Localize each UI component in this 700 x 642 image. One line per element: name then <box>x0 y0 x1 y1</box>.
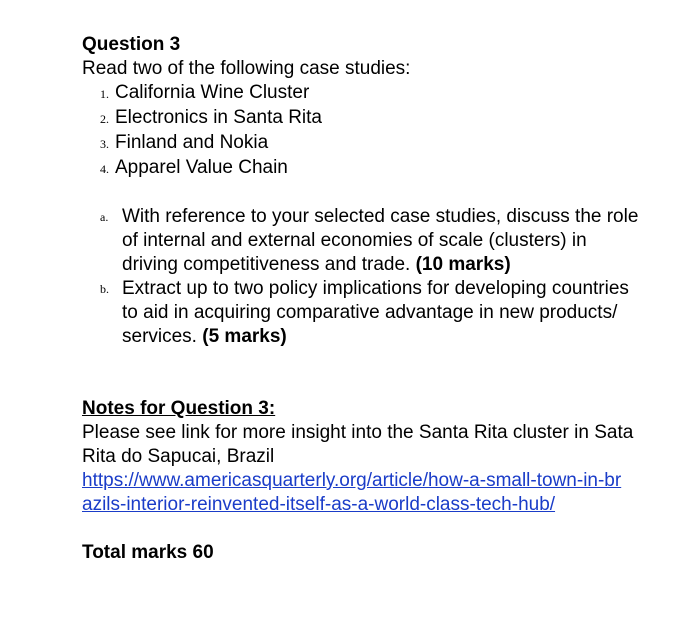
task-item <box>100 277 642 349</box>
question-title: Question 3 <box>82 34 181 55</box>
total-marks: Total marks 60 <box>82 542 214 563</box>
task-marker: a. <box>100 210 109 224</box>
task-text <box>122 277 642 349</box>
list-marker: 2. <box>100 112 109 126</box>
task-list <box>82 205 642 349</box>
notes-section <box>82 397 642 517</box>
list-marker: 1. <box>100 87 109 101</box>
case-study-list <box>82 81 642 181</box>
task-text <box>122 205 642 277</box>
case-study-label: Finland and Nokia <box>115 132 269 153</box>
case-study-label: Apparel Value Chain <box>115 157 288 178</box>
task-description: With reference to your selected case studies, discuss the role of internal and external economies of scale (clusters) in driving competitiveness and trade. <box>122 206 639 275</box>
list-item <box>100 156 642 181</box>
case-study-label: California Wine Cluster <box>115 82 310 103</box>
case-study-label: Electronics in Santa Rita <box>115 107 322 128</box>
task-description: Extract up to two policy implications for developing countries to aid in acquiring comparative advantage in new products/ services. <box>122 278 629 347</box>
list-item <box>100 131 642 156</box>
task-marker: b. <box>100 282 109 296</box>
notes-body: Please see link for more insight into the Santa Rita cluster in Sata Rita do Sapucai, Brazil <box>82 422 634 467</box>
list-item <box>100 81 642 106</box>
list-item <box>100 106 642 131</box>
question-instruction: Read two of the following case studies: <box>82 58 411 79</box>
task-item <box>100 205 642 277</box>
article-link[interactable]: https://www.americasquarterly.org/article/how-a-small-town-in-brazils-interior-reinvented-itself-as-a-world-class-tech-hub/ <box>82 470 622 515</box>
task-marks: (10 marks) <box>415 254 511 275</box>
notes-heading: Notes for Question 3: <box>82 398 276 419</box>
list-marker: 4. <box>100 162 109 176</box>
document-page <box>82 33 642 565</box>
list-marker: 3. <box>100 137 109 151</box>
task-marks: (5 marks) <box>202 326 287 347</box>
